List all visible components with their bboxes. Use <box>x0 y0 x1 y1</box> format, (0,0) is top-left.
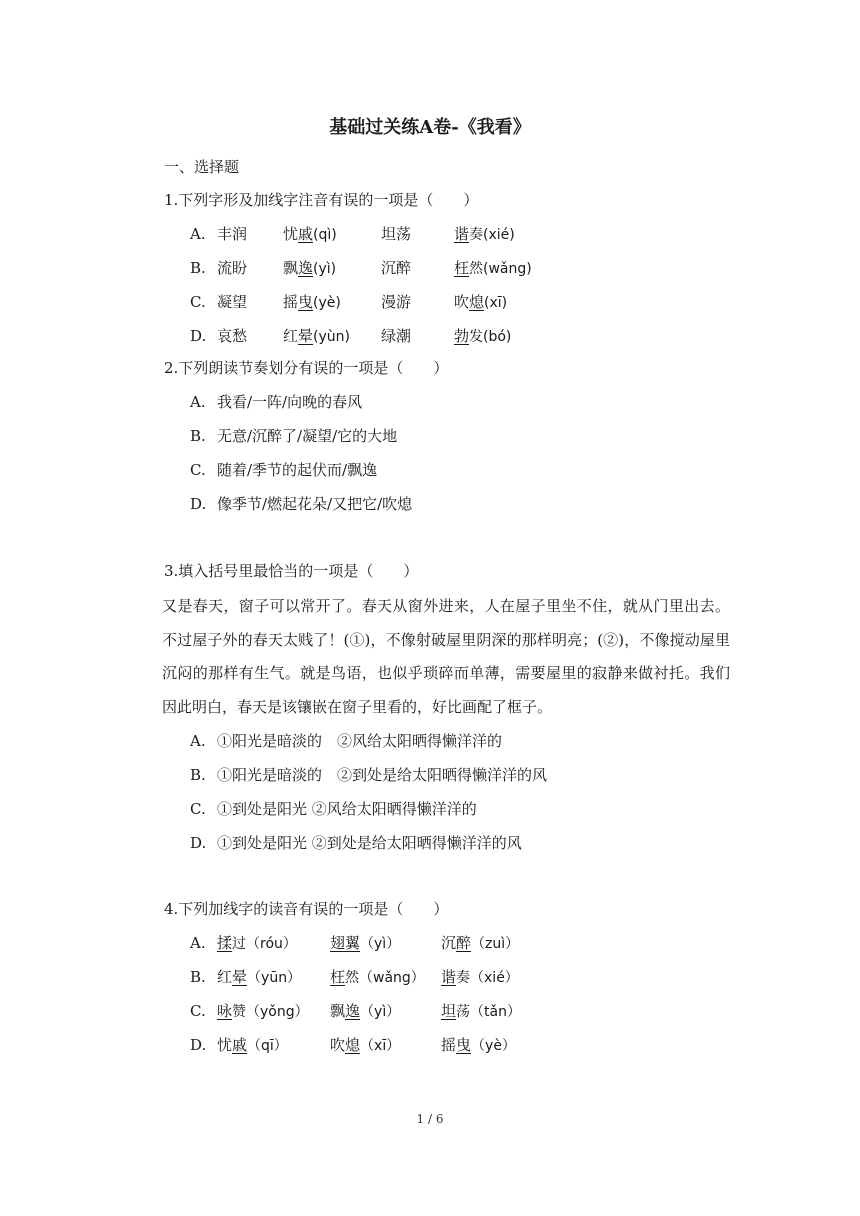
underlined-character: 勃 <box>454 327 470 345</box>
option-label: D. <box>190 327 207 345</box>
option-label: B. <box>190 259 206 277</box>
underlined-character: 逸 <box>345 1002 361 1020</box>
option-term <box>283 224 337 245</box>
option-text: ①到处是阳光 ②到处是给太阳晒得懒洋洋的风 <box>217 834 522 852</box>
option-label: A. <box>190 225 206 243</box>
term-text: 摇 <box>283 293 299 311</box>
option-term <box>330 1035 400 1056</box>
option-term <box>454 292 507 313</box>
underlined-character: 揉 <box>217 934 233 952</box>
underlined-character: 谐 <box>454 225 470 243</box>
option-label: A. <box>190 393 206 411</box>
term-text: 飘 <box>283 259 299 277</box>
term-text: 漫游 <box>381 293 412 311</box>
document-title: 基础过关练A卷-《我看》 <box>329 117 531 138</box>
term-text: 吹 <box>330 1036 346 1054</box>
term-suffix: （qī） <box>247 1038 288 1054</box>
term-suffix: 赞（yǒng） <box>232 1004 309 1020</box>
term-text: 忧 <box>217 1036 233 1054</box>
option-text: ①阳光是暗淡的 ②风给太阳晒得懒洋洋的 <box>217 732 503 750</box>
option-row <box>190 426 397 446</box>
option-row <box>190 967 519 987</box>
option-term <box>381 326 411 346</box>
term-suffix: （xī） <box>360 1038 401 1054</box>
term-suffix: 然(wǎng) <box>469 261 532 277</box>
term-text: 凝望 <box>217 293 248 311</box>
option-text: 我看/一阵/向晚的春风 <box>217 393 363 411</box>
option-row <box>190 460 377 480</box>
term-text: 坦荡 <box>381 225 412 243</box>
option-term <box>283 326 350 347</box>
term-suffix: 发(bó) <box>469 329 512 345</box>
option-label: C. <box>190 1002 206 1020</box>
term-suffix: 然（wǎng） <box>345 970 425 986</box>
option-row <box>190 1035 516 1055</box>
option-term <box>217 258 247 278</box>
term-text: 丰润 <box>217 225 248 243</box>
option-term <box>217 1001 309 1022</box>
option-term <box>283 258 336 279</box>
term-suffix: （zuì） <box>471 936 520 952</box>
option-term <box>217 292 247 312</box>
underlined-character: 咏 <box>217 1002 233 1020</box>
term-suffix: （yūn） <box>247 970 302 986</box>
underlined-character: 晕 <box>298 327 314 345</box>
option-label: C. <box>190 800 206 818</box>
option-text: ①到处是阳光 ②风给太阳晒得懒洋洋的 <box>217 800 477 818</box>
question-4-stem: 4.下列加线字的读音有误的一项是（ ） <box>164 900 449 918</box>
underlined-character: 翅翼 <box>330 934 361 952</box>
underlined-character: 谐 <box>441 968 457 986</box>
term-text: 红 <box>217 968 233 986</box>
term-suffix: （yè） <box>471 1038 516 1054</box>
option-term <box>441 967 519 988</box>
option-label: C. <box>190 293 206 311</box>
option-term <box>441 1035 516 1056</box>
option-label: D. <box>190 1036 207 1054</box>
option-row <box>190 1001 521 1021</box>
option-term <box>217 326 247 346</box>
underlined-character: 戚 <box>298 225 314 243</box>
term-text: 绿潮 <box>381 327 412 345</box>
option-term <box>381 292 411 312</box>
underlined-character: 曳 <box>456 1036 472 1054</box>
option-row <box>190 494 412 514</box>
option-row <box>190 224 515 244</box>
option-term <box>441 933 519 954</box>
term-suffix: 奏(xié) <box>469 227 515 243</box>
option-row <box>190 326 512 346</box>
term-text: 哀愁 <box>217 327 248 345</box>
option-row <box>190 392 362 412</box>
term-suffix: (yè) <box>313 295 341 311</box>
underlined-character: 坦 <box>441 1002 457 1020</box>
term-text: 沉醉 <box>381 259 412 277</box>
question-2-stem: 2.下列朗读节奏划分有误的一项是（ ） <box>164 359 449 377</box>
section-heading: 一、选择题 <box>164 158 240 176</box>
option-term <box>217 1035 288 1056</box>
term-text: 沉 <box>441 934 457 952</box>
option-label: D. <box>190 834 207 852</box>
option-label: A. <box>190 732 206 750</box>
underlined-character: 戚 <box>232 1036 248 1054</box>
passage-text: 又是春天，窗子可以常开了。春天从窗外进来，人在屋子里坐不住，就从门里出去。不过屋子外的春天太贱了！(①)，不像射破屋里阴深的那样明亮；(②)，不像搅动屋里沉闷的那样有生气。就是鸟语，也似乎琐碎而单薄，需要屋里的寂静来做衬托。我们因此明白，春天是该镶嵌在窗子里看的，好比画配了框子。 <box>162 597 730 716</box>
option-label: B. <box>190 427 206 445</box>
term-suffix: 奏（xié） <box>456 970 519 986</box>
term-suffix: (yùn) <box>313 329 350 345</box>
option-row <box>190 765 547 785</box>
page-number: 1 / 6 <box>416 1112 444 1126</box>
underlined-character: 熄 <box>345 1036 361 1054</box>
option-row <box>190 292 508 312</box>
option-term <box>441 1001 521 1022</box>
option-row <box>190 833 522 853</box>
term-suffix: （yì） <box>360 1004 401 1020</box>
question-3-passage <box>164 590 730 724</box>
term-text: 飘 <box>330 1002 346 1020</box>
option-term <box>454 258 532 279</box>
term-suffix: (qì) <box>313 227 337 243</box>
option-term <box>381 224 411 244</box>
option-term <box>454 224 515 245</box>
option-term <box>330 933 400 954</box>
option-label: B. <box>190 766 206 784</box>
option-text: ①阳光是暗淡的 ②到处是给太阳晒得懒洋洋的风 <box>217 766 548 784</box>
underlined-character: 醉 <box>456 934 472 952</box>
option-term <box>283 292 341 313</box>
term-text: 吹 <box>454 293 470 311</box>
option-text: 随着/季节的起伏而/飘逸 <box>217 461 378 479</box>
option-row <box>190 799 477 819</box>
underlined-character: 熄 <box>469 293 485 311</box>
question-1-stem: 1.下列字形及加线字注音有误的一项是（ ） <box>164 191 479 209</box>
term-text: 流盼 <box>217 259 248 277</box>
term-text: 红 <box>283 327 299 345</box>
option-term <box>454 326 511 347</box>
option-label: B. <box>190 968 206 986</box>
underlined-character: 枉 <box>330 968 346 986</box>
option-term <box>217 224 247 244</box>
option-text: 无意/沉醉了/凝望/它的大地 <box>217 427 398 445</box>
option-term <box>217 967 301 988</box>
option-text: 像季节/燃起花朵/又把它/吹熄 <box>217 495 413 513</box>
underlined-character: 晕 <box>232 968 248 986</box>
option-term <box>330 1001 400 1022</box>
term-suffix: (yì) <box>313 261 337 277</box>
underlined-character: 曳 <box>298 293 314 311</box>
option-term <box>217 933 297 954</box>
option-label: C. <box>190 461 206 479</box>
term-text: 摇 <box>441 1036 457 1054</box>
underlined-character: 枉 <box>454 259 470 277</box>
option-label: A. <box>190 934 206 952</box>
term-suffix: 荡（tǎn） <box>456 1004 521 1020</box>
option-label: D. <box>190 495 207 513</box>
option-term <box>381 258 411 278</box>
term-suffix: 过（róu） <box>232 936 297 952</box>
question-3-stem: 3.填入括号里最恰当的一项是（ ） <box>164 562 419 580</box>
option-row <box>190 731 502 751</box>
term-text: 忧 <box>283 225 299 243</box>
term-suffix: （yì） <box>360 936 401 952</box>
option-row <box>190 258 532 278</box>
term-suffix: (xī) <box>484 295 508 311</box>
option-term <box>330 967 425 988</box>
underlined-character: 逸 <box>298 259 314 277</box>
option-row <box>190 933 520 953</box>
